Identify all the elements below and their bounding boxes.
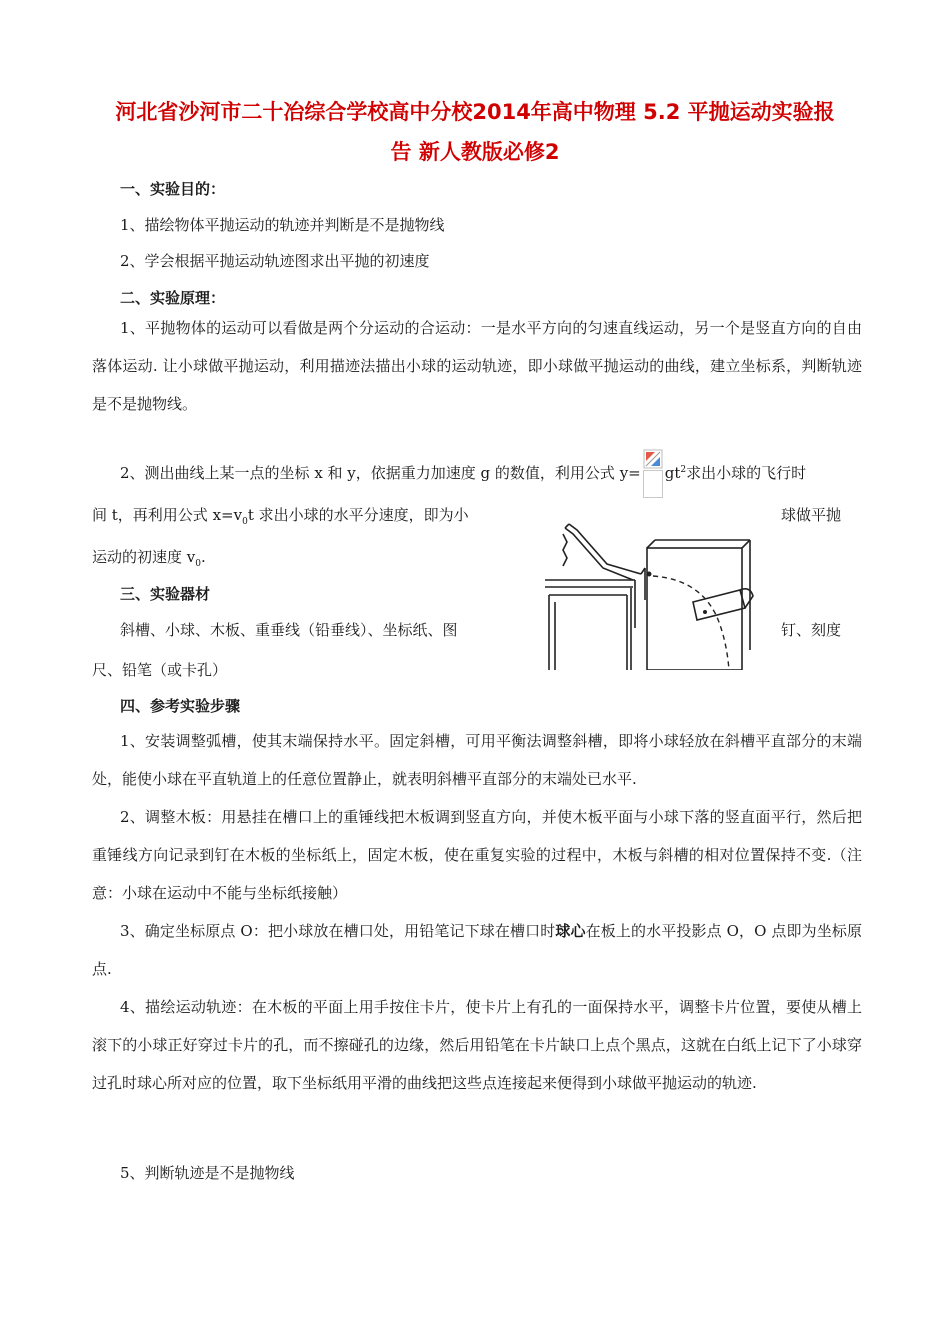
text-initial-velocity: 运动的初速度 v [92, 548, 196, 566]
step-3-text-b: 在板上的水平投影点 O，O 点即为坐标原点. [92, 922, 862, 978]
principle-line-3 [92, 546, 206, 569]
heading-equipment: 三、实验器材 [120, 585, 211, 603]
document-title [60, 92, 890, 172]
fraction-box [643, 470, 663, 498]
period: . [200, 548, 206, 566]
heading-principle: 二、实验原理： [120, 289, 226, 307]
text-mid: t 求出小球的水平分速度，即为小 [247, 506, 469, 524]
step-1: 1、安装调整弧槽，使其末端保持水平。固定斜槽，可用平衡法调整斜槽，即将小球轻放在斜槽平直部分的末端处，能使小球在平直轨道上的任意位置静止，就表明斜槽平直部分的末端处已水平. [92, 732, 862, 788]
step-4: 4、描绘运动轨迹：在木板的平面上用手按住卡片，使卡片上有孔的一面保持水平，调整卡片位置，要使从槽上滚下的小球正好穿过卡片的孔，而不擦碰孔的边缘，然后用铅笔在卡片缺口上点个黑点，这就在白纸上记下了小球穿过孔时球心所对应的位置，取下坐标纸用平滑的曲线把这些点连接起来便得到小球做平抛运动的轨迹. [92, 998, 862, 1092]
step-3-bold: 球心 [555, 922, 586, 940]
step-2: 2、调整木板：用悬挂在槽口上的重锤线把木板调到竖直方向，并使木板平面与小球下落的竖直面平行，然后把重锤线方向记录到钉在木板的坐标纸上，固定木板，使在重复实验的过程中，木板与斜槽的相对位置保持不变.（注意：小球在运动中不能与坐标纸接触） [92, 808, 862, 902]
equipment-line-1-left: 斜槽、小球、木板、重垂线（铅垂线）、坐标纸、图 [120, 621, 458, 639]
formula-text-right: 求出小球的飞行时 [686, 464, 807, 482]
apparatus-diagram [545, 520, 770, 670]
fraction-image [643, 449, 663, 499]
title-line-2: 告 新人教版必修2 [390, 140, 560, 164]
formula-gt: gt [664, 464, 681, 482]
principle-paragraph-2 [120, 449, 806, 499]
equipment-line-2: 尺、铅笔（或卡孔） [92, 661, 228, 679]
formula-superscript: 2 [680, 465, 687, 475]
broken-image-icon [643, 449, 663, 469]
heading-purpose: 一、实验目的： [120, 180, 226, 198]
formula-text-left: 2、测出曲线上某一点的坐标 x 和 y，依据重力加速度 g 的数值，利用公式 y= [120, 464, 641, 482]
purpose-item-1: 1、描绘物体平抛运动的轨迹并判断是不是抛物线 [120, 216, 445, 234]
principle-paragraph-1: 1、平抛物体的运动可以看做是两个分运动的合运动：一是水平方向的匀速直线运动，另一个是竖直方向的自由落体运动. 让小球做平抛运动，利用描迹法描出小球的运动轨迹，即小球做平抛运动的曲线，建立坐标系，判断轨迹是不是抛物线。 [92, 319, 862, 413]
equipment-line-1-right: 钉、刻度 [781, 621, 842, 639]
purpose-item-2: 2、学会根据平抛运动轨迹图求出平抛的初速度 [120, 252, 430, 270]
step-5: 5、判断轨迹是不是抛物线 [120, 1164, 295, 1182]
principle-line-2-left [92, 504, 469, 527]
subscript-zero: 0 [242, 517, 248, 527]
heading-steps: 四、参考实验步骤 [120, 697, 241, 715]
text-left: 间 t，再利用公式 x=v [92, 506, 243, 524]
step-3 [92, 912, 862, 988]
subscript-zero-2: 0 [195, 559, 201, 569]
title-line-1: 河北省沙河市二十冶综合学校高中分校2014年高中物理 5.2 平抛运动实验报 [115, 100, 835, 124]
principle-line-2-right: 球做平抛 [781, 506, 842, 524]
step-3-text-a: 3、确定坐标原点 O：把小球放在槽口处，用铅笔记下球在槽口时 [120, 922, 556, 940]
